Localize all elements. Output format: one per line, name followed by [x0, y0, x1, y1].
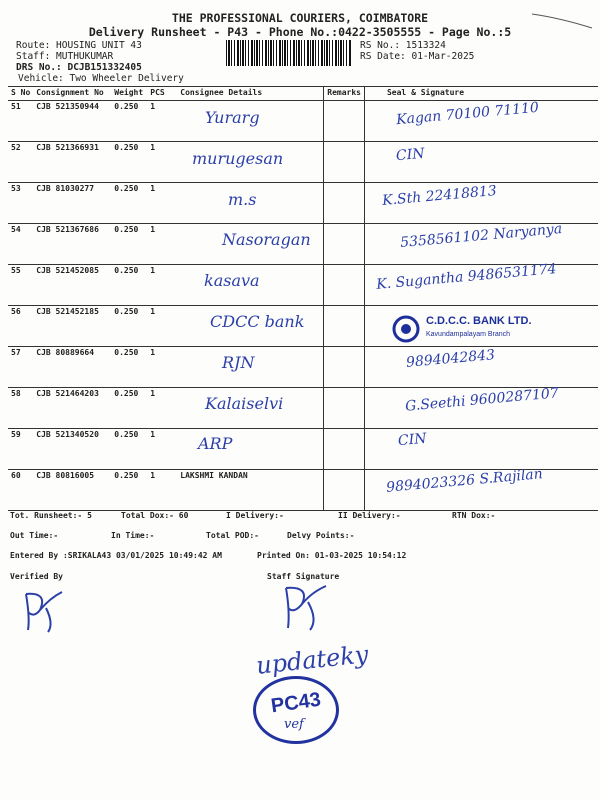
entered-by: Entered By :SRIKALA43 03/01/2025 10:49:42 AM — [10, 551, 222, 560]
cell-weight: 0.250 — [111, 142, 147, 183]
handwritten-signature: G.Seethi 9600287107 — [404, 384, 560, 415]
cell-consignment-no: CJB 521464203 — [33, 388, 111, 429]
runsheet-table — [8, 86, 598, 506]
cell-weight: 0.250 — [111, 101, 147, 142]
pc-stamp-note: vef — [284, 717, 304, 732]
cell-consignment-no: CJB 521340520 — [33, 429, 111, 470]
cell-weight: 0.250 — [111, 388, 147, 429]
cell-pcs: 1 — [147, 183, 177, 224]
cell-weight: 0.250 — [111, 265, 147, 306]
table-header — [8, 87, 598, 101]
cell-sno: 53 — [8, 183, 33, 224]
cell-remarks — [324, 224, 365, 265]
bank-seal-icon — [392, 315, 420, 343]
handwritten-consignee: CDCC bank — [210, 312, 305, 331]
handwritten-signature: K. Sugantha 9486531174 — [375, 261, 558, 294]
handwritten-signature: CIN — [397, 431, 428, 450]
cell-weight: 0.250 — [111, 429, 147, 470]
delvy-points: Delvy Points:- — [287, 531, 355, 540]
handwritten-signature: 9894023326 S.Rajilan — [385, 466, 544, 496]
cell-weight: 0.250 — [111, 347, 147, 388]
ii-delivery: II Delivery:- — [338, 511, 401, 520]
cell-consignment-no: CJB 80889664 — [33, 347, 111, 388]
cell-sno: 57 — [8, 347, 33, 388]
route: Route: HOUSING UNIT 43 — [16, 40, 142, 51]
handwritten-consignee: murugesan — [192, 148, 284, 168]
cell-remarks — [324, 470, 365, 511]
handwritten-signature: K.Sth 22418813 — [381, 182, 498, 209]
col-weight: Weight — [111, 87, 147, 101]
handwritten-consignee: RJN — [222, 352, 255, 372]
pc-stamp-code: PC43 — [269, 688, 323, 718]
handwritten-consignee: ARP — [198, 434, 233, 454]
bank-stamp-line2: Kavundampalayam Branch — [426, 331, 511, 338]
cell-consignment-no: CJB 81030277 — [33, 183, 111, 224]
handwritten-consignee: Yurarg — [205, 108, 260, 127]
handwritten-consignee: Kalaiselvi — [205, 393, 284, 413]
cell-consignment-no: CJB 521366931 — [33, 142, 111, 183]
cell-remarks — [324, 388, 365, 429]
printed-on: Printed On: 01-03-2025 10:54:12 — [257, 551, 407, 560]
verified-signature — [18, 588, 68, 634]
bank-stamp — [392, 313, 567, 347]
corner-scribble — [530, 8, 596, 32]
handwritten-signature: 5358561102 Naryanya — [399, 221, 563, 252]
cell-weight: 0.250 — [111, 306, 147, 347]
cell-weight: 0.250 — [111, 470, 147, 511]
in-time: In Time:- — [111, 531, 155, 540]
cell-pcs: 1 — [147, 470, 177, 511]
pc-stamp — [253, 676, 339, 744]
cell-consignment-no: CJB 521452085 — [33, 265, 111, 306]
handwritten-consignee: kasava — [204, 271, 260, 291]
cell-consignment-no: CJB 521350944 — [33, 101, 111, 142]
cell-remarks — [324, 183, 365, 224]
table-row — [8, 183, 598, 224]
cell-remarks — [324, 142, 365, 183]
col-remarks: Remarks — [324, 87, 365, 101]
cell-sno: 56 — [8, 306, 33, 347]
table-row — [8, 142, 598, 183]
cell-sno: 59 — [8, 429, 33, 470]
staff-signature-label: Staff Signature — [267, 572, 340, 581]
cell-pcs: 1 — [147, 224, 177, 265]
cell-remarks — [324, 101, 365, 142]
cell-consignee-details: LAKSHMI KANDAN — [177, 470, 324, 511]
handwritten-signature: 9894042843 — [405, 346, 496, 371]
cell-sno: 54 — [8, 224, 33, 265]
barcode — [226, 40, 352, 66]
company-title: THE PROFESSIONAL COURIERS, COIMBATORE — [171, 11, 429, 25]
tot-runsheet: Tot. Runsheet:- 5 — [10, 511, 92, 520]
cell-pcs: 1 — [147, 388, 177, 429]
runsheet-title: Delivery Runsheet - P43 - Phone No.:0422-3505555 - Page No.:5 — [88, 25, 512, 39]
cell-consignment-no: CJB 521367686 — [33, 224, 111, 265]
cell-consignment-no: CJB 521452185 — [33, 306, 111, 347]
col-sno: S No — [8, 87, 33, 101]
drs-number: DRS No.: DCJB151332405 — [16, 62, 142, 73]
cell-pcs: 1 — [147, 429, 177, 470]
updated-note: updateky — [254, 640, 370, 680]
cell-sno: 60 — [8, 470, 33, 511]
col-consignment: Consignment No — [33, 87, 111, 101]
rs-date: RS Date: 01-Mar-2025 — [360, 51, 475, 62]
cell-remarks — [324, 265, 365, 306]
handwritten-signature: CIN — [395, 145, 426, 165]
cell-remarks — [324, 306, 365, 347]
cell-sno: 51 — [8, 101, 33, 142]
cell-remarks — [324, 429, 365, 470]
handwritten-consignee: m.s — [228, 189, 257, 209]
handwritten-signature: Kagan 70100 71110 — [395, 99, 540, 129]
cell-sno: 58 — [8, 388, 33, 429]
total-pod: Total POD:- — [206, 531, 259, 540]
cell-pcs: 1 — [147, 306, 177, 347]
table-row — [8, 429, 598, 470]
cell-pcs: 1 — [147, 142, 177, 183]
cell-sno: 52 — [8, 142, 33, 183]
rtn-dox: RTN Dox:- — [452, 511, 496, 520]
staff: Staff: MUTHUKUMAR — [16, 51, 114, 62]
cell-weight: 0.250 — [111, 183, 147, 224]
total-dox: Total Dox:- 60 — [121, 511, 189, 520]
bank-stamp-line1: C.D.C.C. BANK LTD. — [426, 315, 532, 327]
cell-remarks — [324, 347, 365, 388]
col-pcs: PCS — [147, 87, 177, 101]
cell-pcs: 1 — [147, 347, 177, 388]
cell-pcs: 1 — [147, 101, 177, 142]
i-delivery: I Delivery:- — [226, 511, 284, 520]
col-consignee: Consignee Details — [177, 87, 324, 101]
cell-consignment-no: CJB 80816005 — [33, 470, 111, 511]
out-time: Out Time:- — [10, 531, 59, 540]
handwritten-consignee: Nasoragan — [222, 230, 311, 250]
cell-sno: 55 — [8, 265, 33, 306]
verified-by-label: Verified By — [10, 572, 63, 581]
table-row — [8, 347, 598, 388]
rs-number: RS No.: 1513324 — [360, 40, 446, 51]
vehicle: Vehicle: Two Wheeler Delivery — [18, 73, 184, 84]
cell-pcs: 1 — [147, 265, 177, 306]
cell-weight: 0.250 — [111, 224, 147, 265]
staff-signature — [278, 582, 332, 632]
col-seal: Seal & Signature — [364, 87, 598, 101]
